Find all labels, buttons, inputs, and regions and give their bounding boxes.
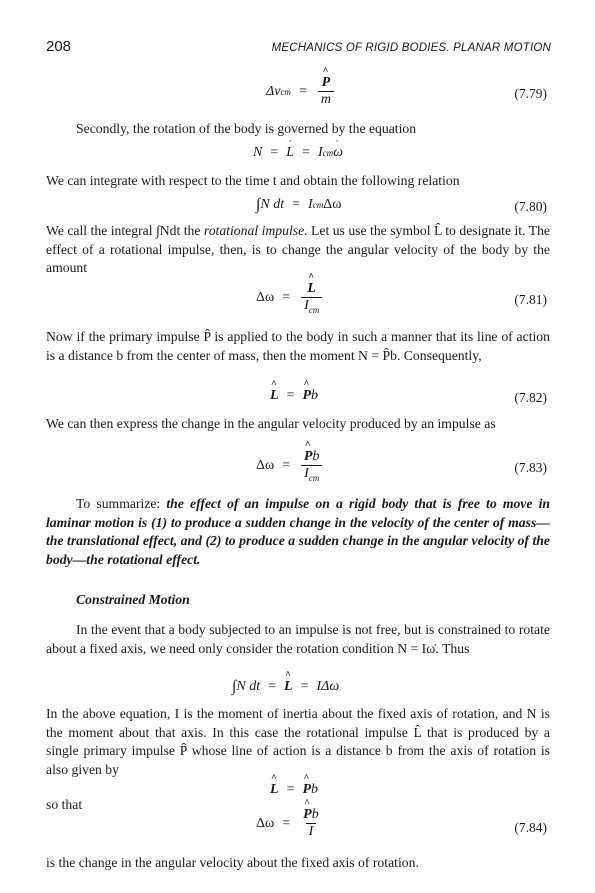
section-heading: Constrained Motion <box>76 592 190 607</box>
page-header <box>0 36 595 58</box>
equation-7-82: ^ L = ^ P b (7.82) <box>0 388 595 410</box>
equation-number: (7.83) <box>514 460 547 475</box>
equation-number: (7.79) <box>514 86 547 101</box>
running-title: MECHANICS OF RIGID BODIES. PLANAR MOTION <box>271 42 551 54</box>
paragraph: We call the integral ∫Ndt the rotational impulse. Let us use the symbol L̂ to designate it. The effect of a rotational impulse, then, is to change the angular velocity of the body by the amount <box>46 223 550 275</box>
equation-7-81: Δω = ^ $\frac{L}{I_{cm}}$ (7.81) <box>0 282 595 322</box>
equation-fixed-axis: ∫ N dt = ^ L = IΔω <box>0 678 595 700</box>
paragraph: so that <box>46 797 83 812</box>
equation-l-pb: ^ L = ^ P b <box>0 782 595 804</box>
paragraph: Secondly, the rotation of the body is governed by the equation <box>76 121 417 136</box>
paragraph: We can then express the change in the angular velocity produced by an impulse as <box>46 416 496 431</box>
paragraph: Now if the primary impulse P̂ is applied to the body in such a manner that its line of action is a distance b from the center of mass, then the moment N = P̂b. Consequently, <box>46 329 550 363</box>
paragraph: In the event that a body subjected to an impulse is not free, but is constrained to rotate about a fixed axis, we need only consider the rotation condition N = Iω̇. Thus <box>46 622 550 656</box>
equation-number: (7.81) <box>514 292 547 307</box>
paragraph: We can integrate with respect to the time t and obtain the following relation <box>46 173 460 188</box>
page-number: 208 <box>46 38 72 55</box>
equation-7-83: Δω = ^ $\frac{Pb}{I_{cm}}$ (7.83) <box>0 450 595 490</box>
equation-number: (7.80) <box>514 199 547 214</box>
equation-rotation: N = ˙ L = I cm ˙ ω <box>0 145 595 167</box>
paragraph: is the change in the angular velocity about the fixed axis of rotation. <box>46 855 419 870</box>
equation-number: (7.82) <box>514 390 547 405</box>
equation-7-80: ∫ N dt = I cm Δω (7.80) <box>256 196 547 214</box>
equation-7-79: Δv cm = ^ $\frac{P}{m}$ (7.79) <box>0 76 595 112</box>
paragraph: In the above equation, I is the moment of inertia about the fixed axis of rotation, and N is the moment about that axis. In this case the rotational impulse L̂ that is produced by a single primary impulse P̂ whose line of action is a distance b from the axis of rotation is also given by <box>46 706 550 777</box>
equation-7-84: Δω = ^ $\frac{Pb}{I}$ (7.84) <box>0 808 595 848</box>
paragraph-summary: To summarize: the effect of an impulse on a rigid body that is free to move in laminar motion is (1) to produce a sudden change in the velocity of the center of mass—the translational effect, and (2) to produce a sudden change in the angular velocity of the body—the rotational effect. <box>46 496 551 567</box>
equation-number: (7.84) <box>514 820 547 835</box>
